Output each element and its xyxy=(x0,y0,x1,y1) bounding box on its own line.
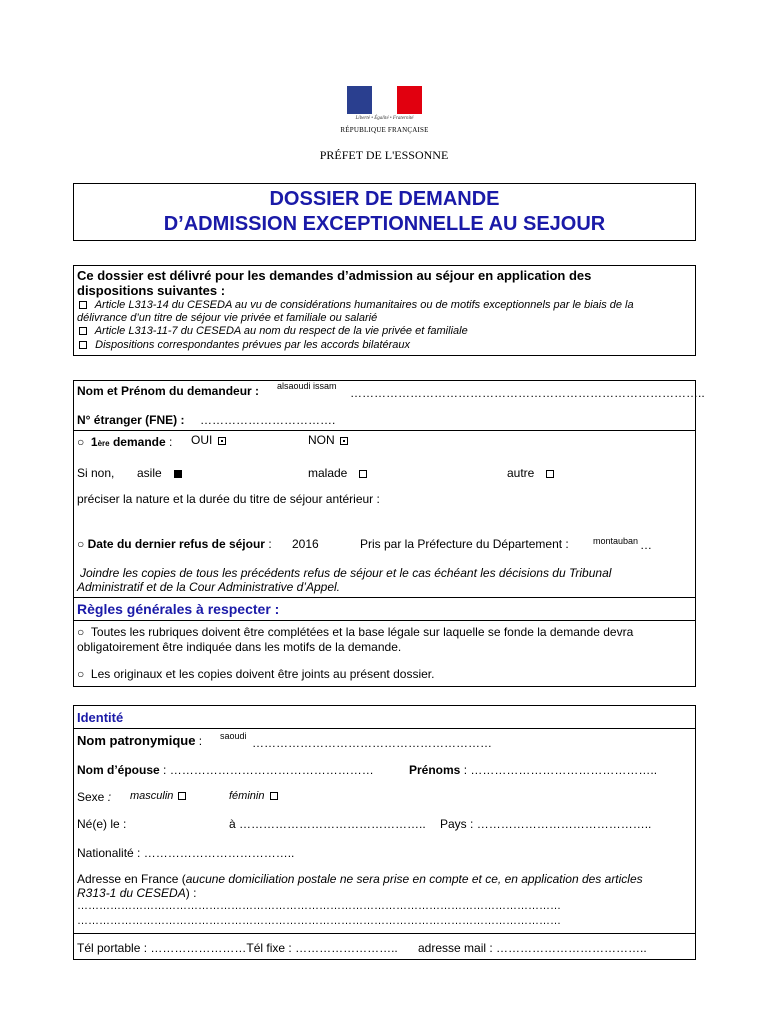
first-demande-label-sup: ère xyxy=(97,439,110,448)
sexe-label: Sexe xyxy=(77,790,105,804)
checkbox-accords[interactable] xyxy=(79,341,87,349)
title-box xyxy=(73,183,696,241)
epouse-row: Nom d’épouse : …………………………………………… xyxy=(77,763,374,777)
sinon-label: Si non, xyxy=(77,466,115,480)
patro-label: Nom patronymique xyxy=(77,733,196,748)
malade-label: malade xyxy=(308,466,348,480)
patro-value[interactable]: saoudi xyxy=(220,731,247,741)
masculin-label: masculin xyxy=(130,790,174,802)
address-line-1[interactable]: …………………………………………………………………………………………………………………… xyxy=(77,900,561,912)
refus-value[interactable]: 2016 xyxy=(292,537,319,551)
name-value[interactable]: alsaoudi issam xyxy=(277,381,337,391)
first-demande-label: demande xyxy=(112,435,166,449)
a-row xyxy=(229,817,426,831)
regle-1 xyxy=(77,625,633,639)
bullet-icon: ○ xyxy=(77,435,85,449)
bullet-icon: ○ xyxy=(77,537,85,551)
option-l313-11-7-text: Article L313-11-7 du CESEDA au nom du respect de la vie privée et familiale xyxy=(94,325,468,337)
republic-motto: Liberté • Égalité • Fraternité xyxy=(355,116,414,121)
divider xyxy=(73,430,696,431)
name-dots: …………………………………………………………………………….. xyxy=(350,386,705,400)
adresse-row-2 xyxy=(77,886,196,900)
pays-label: Pays : xyxy=(440,817,474,831)
name-label: Nom et Prénom du demandeur : xyxy=(77,384,260,398)
bullet-icon: ○ xyxy=(77,667,85,681)
mail-label: adresse mail : xyxy=(418,941,493,955)
non-checkbox[interactable] xyxy=(340,437,348,445)
ne-label: Né(e) le : xyxy=(77,817,127,831)
option-l313-14[interactable] xyxy=(77,299,634,311)
autre-label: autre xyxy=(507,466,535,480)
divider xyxy=(73,933,696,934)
tel-fixe-field[interactable]: …………………….. xyxy=(295,941,398,955)
address-line-2[interactable]: …………………………………………………………………………………………………………………… xyxy=(77,915,561,927)
first-demande-label-pre: 1 xyxy=(90,435,98,449)
prenoms-field[interactable]: ……………………………………….. xyxy=(470,763,658,777)
prefet-heading: PRÉFET DE L'ESSONNE xyxy=(319,148,449,162)
adresse-label: Adresse en France ( xyxy=(77,872,186,886)
masculin-option[interactable] xyxy=(130,790,188,802)
nat-row xyxy=(77,846,294,860)
pref-label: Pris par la Préfecture du Département : xyxy=(360,537,569,551)
adresse-note-2: R313-1 du CESEDA xyxy=(77,886,186,900)
nat-label: Nationalité : xyxy=(77,846,141,860)
asile-label: asile xyxy=(137,466,162,480)
autre-option[interactable] xyxy=(507,466,556,480)
prenoms-label: Prénoms xyxy=(409,763,461,777)
patro-dots: …………………………………………………… xyxy=(252,736,492,750)
asile-option[interactable] xyxy=(137,466,184,480)
feminin-checkbox[interactable] xyxy=(270,792,278,800)
republic-name: RÉPUBLIQUE FRANÇAISE xyxy=(340,126,429,134)
non-label: NON xyxy=(308,433,335,447)
malade-checkbox[interactable] xyxy=(359,470,367,478)
masculin-checkbox[interactable] xyxy=(178,792,186,800)
bullet-icon: ○ xyxy=(77,625,85,639)
identite-heading: Identité xyxy=(77,710,124,725)
tel-row xyxy=(77,941,398,955)
divider xyxy=(73,728,696,729)
option-l313-14-text: Article L313-14 du CESEDA au vu de considérations humanitaires ou de motifs exceptionnels par le biais de la xyxy=(94,299,634,311)
option-accords-text: Dispositions correspondantes prévues par les accords bilatéraux xyxy=(95,339,411,351)
option-l313-11-7[interactable] xyxy=(77,325,468,337)
asile-checkbox[interactable] xyxy=(174,470,182,478)
adresse-note: aucune domiciliation postale ne sera prise en compte et ce, en application des articles xyxy=(185,872,643,886)
adresse-row-1 xyxy=(77,872,643,886)
option-l313-14-text-2: délivrance d’un titre de séjour vie privée et familiale ou salarié xyxy=(77,312,378,324)
checkbox-l313-14[interactable] xyxy=(79,301,87,309)
mail-row xyxy=(418,941,647,955)
feminin-option[interactable] xyxy=(229,790,280,802)
mail-field[interactable]: ……………………………….. xyxy=(496,941,647,955)
pays-row xyxy=(440,817,651,831)
prenoms-row: Prénoms : ……………………………………….. xyxy=(409,763,658,777)
epouse-label: Nom d’épouse xyxy=(77,763,160,777)
oui-checkbox[interactable] xyxy=(218,437,226,445)
regle-2-text: Les originaux et les copies doivent être joints au présent dossier. xyxy=(90,667,435,681)
fne-field[interactable]: ……………………………. xyxy=(200,413,336,427)
divider xyxy=(73,620,696,621)
regle-1-text-2: obligatoirement être indiquée dans les motifs de la demande. xyxy=(77,640,402,654)
regles-heading: Règles générales à respecter : xyxy=(77,601,280,617)
tel-fixe-label: Tél fixe : xyxy=(246,941,292,955)
patro-row: Nom patronymique : xyxy=(77,733,203,748)
regle-2 xyxy=(77,667,434,681)
tel-portable-field[interactable]: …………………… xyxy=(150,941,247,955)
first-demande-row: ○ 1ère demande : xyxy=(77,435,173,449)
adresse-close: ) : xyxy=(185,886,197,900)
non-option[interactable] xyxy=(308,433,350,447)
preciser-label: préciser la nature et la durée du titre de séjour antérieur : xyxy=(77,492,380,506)
intro-heading-1: Ce dossier est délivré pour les demandes d’admission au séjour en application des xyxy=(77,268,592,283)
pays-field[interactable]: …………………………………….. xyxy=(476,817,652,831)
refus-label: Date du dernier refus de séjour xyxy=(87,537,265,551)
tel-portable-label: Tél portable : xyxy=(77,941,148,955)
joindre-text-1: Joindre les copies de tous les précédents refus de séjour et le cas échéant les décisions du Tribunal xyxy=(80,566,612,580)
option-accords[interactable] xyxy=(77,339,410,351)
a-label: à xyxy=(229,817,236,831)
sexe-row: Sexe : xyxy=(77,790,112,804)
autre-checkbox[interactable] xyxy=(546,470,554,478)
nat-field[interactable]: ……………………………….. xyxy=(143,846,295,860)
a-field[interactable]: ……………………………………….. xyxy=(239,817,426,831)
fne-label: N° étranger (FNE) : xyxy=(77,413,185,427)
epouse-field[interactable]: …………………………………………… xyxy=(169,763,374,777)
pref-value[interactable]: montauban xyxy=(593,536,639,546)
refus-row: ○ Date du dernier refus de séjour : xyxy=(77,537,272,551)
oui-label: OUI xyxy=(191,433,213,447)
feminin-label: féminin xyxy=(229,790,265,802)
checkbox-l313-11-7[interactable] xyxy=(79,327,87,335)
intro-heading-2: dispositions suivantes : xyxy=(77,283,226,298)
title-line-2: D’ADMISSION EXCEPTIONNELLE AU SEJOUR xyxy=(163,213,606,235)
marianne-logo xyxy=(347,86,422,114)
oui-option[interactable] xyxy=(191,433,228,447)
divider xyxy=(73,597,696,598)
regle-1-text: Toutes les rubriques doivent être complétées et la base légale sur laquelle se fonde la demande devra xyxy=(90,625,634,639)
pref-dots: … xyxy=(640,538,652,552)
malade-option[interactable] xyxy=(308,466,369,480)
title-line-1: DOSSIER DE DEMANDE xyxy=(269,188,500,210)
joindre-text-2: Administratif et de la Cour Administrative d’Appel. xyxy=(77,580,341,594)
